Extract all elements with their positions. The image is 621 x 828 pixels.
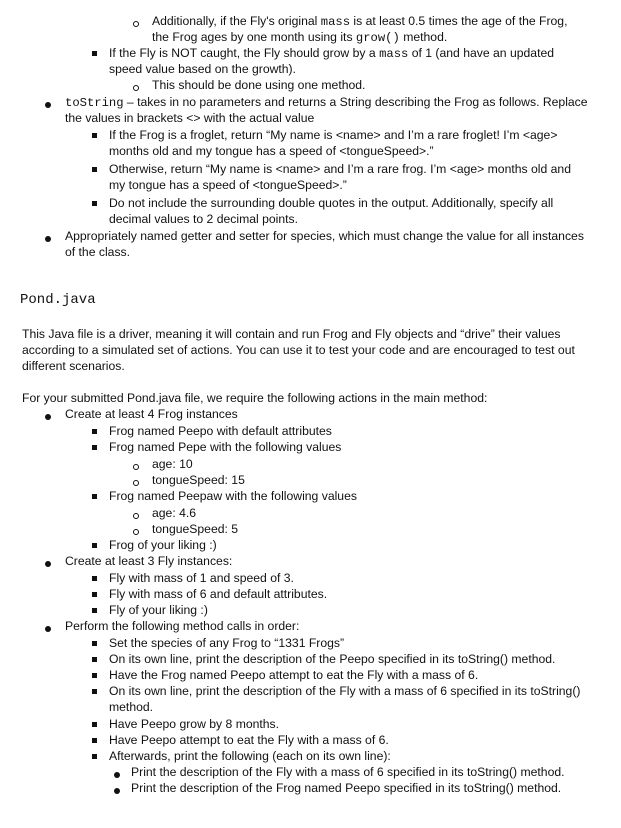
- text-line: Have Peepo grow by 8 months.: [109, 717, 280, 731]
- text-line: Fly of your liking :): [109, 603, 208, 617]
- text-line: age: 4.6: [152, 506, 197, 520]
- text-line: If the Frog is a froglet, return “My name is <name> and I’m a rare froglet! I’m <age>: [109, 128, 558, 142]
- text-line: Frog named Pepe with the following values: [109, 440, 342, 454]
- text-line: Have Peepo attempt to eat the Fly with a mass of 6.: [109, 733, 389, 747]
- text-line: On its own line, print the description of the Peepo specified in its toString() method.: [109, 652, 556, 666]
- text-line: This should be done using one method.: [152, 78, 366, 92]
- text-line: speed value based on the growth).: [109, 62, 297, 76]
- text-line: Otherwise, return “My name is <name> and I’m a rare frog. I’m <age> months old and: [109, 162, 571, 176]
- text-line: If the Fly is NOT caught, the Fly should grow by a mass of 1 (and have an updated: [109, 46, 555, 61]
- text-line: decimal values to 2 decimal points.: [109, 212, 299, 226]
- text-line: This Java file is a driver, meaning it will contain and run Frog and Fly objects and “drive” their values: [22, 327, 561, 341]
- text-line: months old and my tongue has a speed of <tongueSpeed>.”: [109, 144, 434, 158]
- text-line: Frog named Peepo with default attributes: [109, 424, 332, 438]
- text-line: the Frog ages by one month using its grow() method.: [152, 30, 448, 45]
- text-line: Appropriately named getter and setter for species, which must change the value for all instances: [65, 229, 584, 243]
- text-line: tongueSpeed: 5: [152, 522, 239, 536]
- text-line: Do not include the surrounding double quotes in the output. Additionally, specify all: [109, 196, 554, 210]
- text-line: Print the description of the Frog named Peepo specified in its toString() method.: [131, 781, 562, 795]
- text-line: age: 10: [152, 457, 193, 471]
- text-line: of the class.: [65, 245, 131, 259]
- text-line: Create at least 4 Frog instances: [65, 407, 238, 421]
- section-heading: Pond.java: [20, 292, 96, 308]
- text-line: Have the Frog named Peepo attempt to eat the Fly with a mass of 6.: [109, 668, 479, 682]
- text-line: toString – takes in no parameters and returns a String describing the Frog as follows. Replace: [65, 95, 588, 110]
- text-line: Additionally, if the Fly's original mass is at least 0.5 times the age of the Frog,: [152, 14, 568, 29]
- text-line: Perform the following method calls in order:: [65, 619, 300, 633]
- text-line: Frog of your liking :): [109, 538, 217, 552]
- text-line: Print the description of the Fly with a mass of 6 specified in its toString() method.: [131, 765, 565, 779]
- text-line: Frog named Peepaw with the following values: [109, 489, 357, 503]
- text-line: Fly with mass of 6 and default attributes.: [109, 587, 328, 601]
- text-line: Create at least 3 Fly instances:: [65, 554, 233, 568]
- text-line: On its own line, print the description of the Fly with a mass of 6 specified in its toString(): [109, 684, 581, 698]
- text-line: method.: [109, 700, 154, 714]
- text-line: For your submitted Pond.java file, we require the following actions in the main method:: [22, 391, 488, 405]
- text-line: Set the species of any Frog to “1331 Frogs”: [109, 636, 345, 650]
- text-line: according to a simulated set of actions. You can use it to test your code and are encouraged to test out: [22, 343, 575, 357]
- text-line: Afterwards, print the following (each on its own line):: [109, 749, 391, 763]
- text-line: different scenarios.: [22, 359, 125, 373]
- text-line: the values in brackets <> with the actual value: [65, 111, 315, 125]
- text-line: Fly with mass of 1 and speed of 3.: [109, 571, 294, 585]
- text-line: tongueSpeed: 15: [152, 473, 245, 487]
- text-line: my tongue has a speed of <tongueSpeed>.”: [109, 178, 347, 192]
